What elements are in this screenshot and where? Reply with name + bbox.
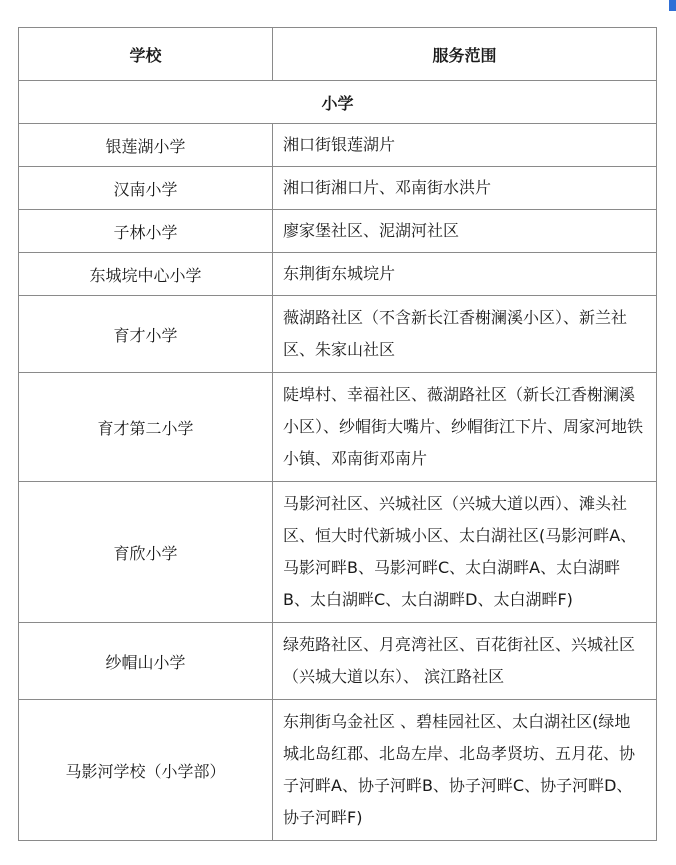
table-row bbox=[19, 482, 657, 623]
school-name: 育才第二小学 bbox=[19, 373, 273, 482]
school-name: 汉南小学 bbox=[19, 167, 273, 210]
service-scope: 陡埠村、幸福社区、薇湖路社区（新长江香榭澜溪小区）、纱帽街大嘴片、纱帽街江下片、周家河地铁小镇、邓南街邓南片 bbox=[273, 373, 657, 482]
table-row bbox=[19, 210, 657, 253]
school-name: 东城垸中心小学 bbox=[19, 253, 273, 296]
header-school: 学校 bbox=[19, 28, 273, 81]
school-name: 育才小学 bbox=[19, 296, 273, 373]
service-scope: 廖家堡社区、泥湖河社区 bbox=[273, 210, 657, 253]
school-name: 银莲湖小学 bbox=[19, 124, 273, 167]
header-row bbox=[19, 28, 657, 81]
service-scope: 绿苑路社区、月亮湾社区、百花街社区、兴城社区（兴城大道以东）、 滨江路社区 bbox=[273, 623, 657, 700]
school-name: 子林小学 bbox=[19, 210, 273, 253]
table-row bbox=[19, 373, 657, 482]
table-row bbox=[19, 700, 657, 841]
school-name: 纱帽山小学 bbox=[19, 623, 273, 700]
table-row bbox=[19, 623, 657, 700]
header-scope: 服务范围 bbox=[273, 28, 657, 81]
table-row bbox=[19, 167, 657, 210]
service-scope: 东荆街乌金社区 、碧桂园社区、太白湖社区(绿地城北岛红郡、北岛左岸、北岛孝贤坊、五月花、协子河畔A、协子河畔B、协子河畔C、协子河畔D、协子河畔F) bbox=[273, 700, 657, 841]
service-scope: 湘口街湘口片、邓南街水洪片 bbox=[273, 167, 657, 210]
section-row bbox=[19, 81, 657, 124]
school-district-table bbox=[18, 27, 657, 841]
service-scope: 东荆街东城垸片 bbox=[273, 253, 657, 296]
table-row bbox=[19, 124, 657, 167]
accent-bar bbox=[669, 0, 676, 11]
school-name: 马影河学校（小学部） bbox=[19, 700, 273, 841]
service-scope: 薇湖路社区（不含新长江香榭澜溪小区）、新兰社区、朱家山社区 bbox=[273, 296, 657, 373]
table-row bbox=[19, 253, 657, 296]
table-row bbox=[19, 296, 657, 373]
service-scope: 马影河社区、兴城社区（兴城大道以西）、滩头社区、恒大时代新城小区、太白湖社区(马影河畔A、马影河畔B、马影河畔C、太白湖畔A、太白湖畔B、太白湖畔C、太白湖畔D、太白湖畔F) bbox=[273, 482, 657, 623]
section-title: 小学 bbox=[19, 81, 657, 124]
school-name: 育欣小学 bbox=[19, 482, 273, 623]
service-scope: 湘口街银莲湖片 bbox=[273, 124, 657, 167]
